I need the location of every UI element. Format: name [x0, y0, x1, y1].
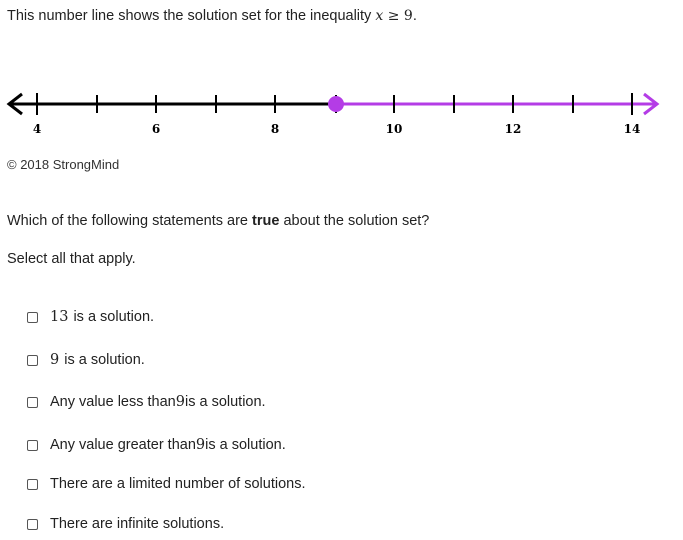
option-13-is-solution[interactable] — [27, 309, 154, 325]
option-checkbox[interactable] — [27, 440, 38, 451]
option-checkbox[interactable] — [27, 479, 38, 490]
tick-label-12: 12 — [504, 122, 522, 136]
math-operator: ≥ — [383, 8, 404, 24]
option-9-is-solution[interactable] — [27, 352, 145, 368]
option-text: is a solution. — [73, 309, 155, 325]
option-checkbox[interactable] — [27, 312, 38, 323]
tick-label-10: 10 — [385, 122, 403, 136]
math-variable: x — [375, 8, 384, 24]
option-text-before: Any value greater than — [50, 437, 196, 453]
question-prompt — [7, 213, 429, 229]
number-line — [0, 82, 683, 142]
option-limited-solutions[interactable] — [27, 476, 306, 492]
intro-period: . — [412, 8, 417, 24]
option-checkbox[interactable] — [27, 519, 38, 530]
option-less-than-9[interactable] — [27, 394, 266, 410]
copyright-notice: © 2018 StrongMind — [7, 157, 120, 172]
option-text-after: is a solution. — [184, 394, 266, 410]
option-number: 13 — [50, 309, 69, 325]
option-text: There are a limited number of solutions. — [50, 476, 306, 492]
question-emphasis: true — [252, 213, 280, 229]
closed-endpoint — [328, 96, 344, 112]
intro-text: This number line shows the solution set for the inequality — [7, 8, 376, 24]
question-text-before: Which of the following statements are — [7, 213, 253, 229]
question-text-after: about the solution set? — [279, 213, 430, 229]
option-checkbox[interactable] — [27, 397, 38, 408]
option-number: 9 — [50, 352, 60, 368]
option-number: 9 — [195, 437, 206, 453]
tick-label-8: 8 — [270, 122, 280, 136]
option-text-before: Any value less than — [50, 394, 176, 410]
option-checkbox[interactable] — [27, 355, 38, 366]
tick-label-14: 14 — [623, 122, 641, 136]
option-greater-than-9[interactable] — [27, 437, 286, 453]
option-infinite-solutions[interactable] — [27, 516, 224, 532]
option-number: 9 — [175, 394, 185, 410]
tick-label-6: 6 — [151, 122, 161, 136]
option-text: There are infinite solutions. — [50, 516, 225, 532]
option-text: is a solution. — [64, 352, 145, 368]
problem-statement — [7, 8, 417, 24]
tick-label-4: 4 — [32, 122, 42, 136]
math-number: 9 — [403, 8, 413, 24]
select-instruction: Select all that apply. — [7, 251, 136, 267]
option-text-after: is a solution. — [205, 437, 286, 453]
